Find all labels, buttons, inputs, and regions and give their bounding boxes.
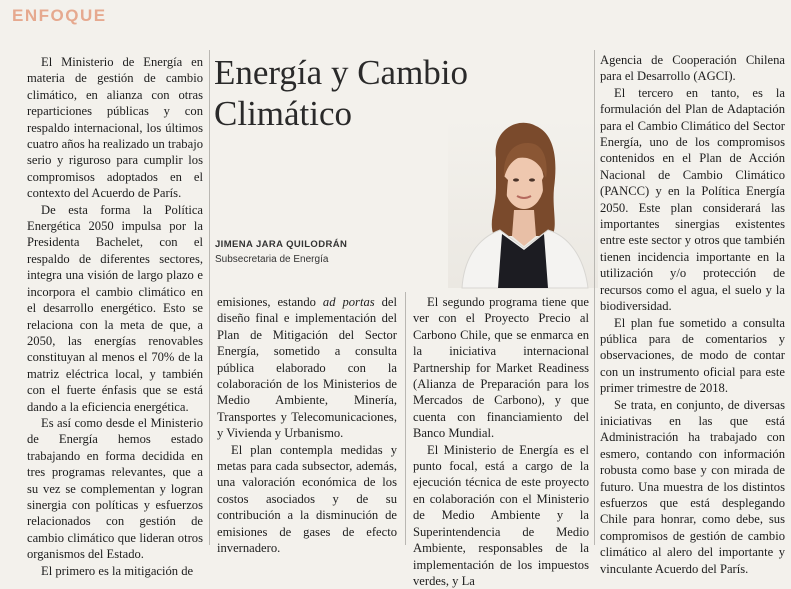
article-headline: Energía y Cambio Climático (214, 53, 469, 133)
byline (215, 239, 347, 265)
column-divider (209, 50, 210, 545)
section-label: ENFOQUE (12, 6, 107, 25)
text-run: emisiones, estando (217, 295, 323, 309)
author-role: Subsecretaria de Energía (215, 254, 329, 265)
paragraph: Es así como desde el Ministerio de Energía hemos estado trabajando en forma decidida en tres programas relevantes, que a su vez se complementan y logran sinergia con políticas y esfuerzos relacionados con gestión de cambio climático que lideran otros organismos del Estado. (27, 415, 203, 562)
paragraph: El tercero en tanto, es la formulación del Plan de Adaptación para el Cambio Climático del Sector Energía, uno de los compromisos contenidos en el Plan de Acción Nacional de Cambio Climático (PANCC) y en la Política Energía 2050. Este plan considerará las importantes sinergias existentes entre este sector y otros que también tienen incidencia importante en la utilización y/o protección de recursos como el agua, el suelo y la biodiversidad. (600, 85, 785, 314)
article-column-4 (600, 52, 785, 576)
paragraph: Se trata, en conjunto, de diversas iniciativas en las que está Administración ha trabajado con esmero, contando con información robusta como base y con mirada de futuro. Una muestra de los distintos esfuerzos que está desplegando Chile para honrar, como debe, sus compromisos de gestión de cambio climático al alero del importante y vinculante Acuerdo del París. (600, 397, 785, 576)
paragraph: El segundo programa tiene que ver con el Proyecto Precio al Carbono Chile, que se enmarca en la iniciativa internacional Partnership for Market Readiness (Alianza de Preparación para los Mercados de Carbono), y que cuenta con financiamiento del Banco Mundial. (413, 295, 589, 441)
article-column-2 (217, 294, 397, 556)
author-name: JIMENA JARA QUILODRÁN (215, 239, 348, 250)
text-run: del diseño final e implementación del Plan de Mitigación del Sector Energía, sometido a consulta pública elaborado con la colaboración de los Ministerios de Medio Ambiente, Minería, Transportes y Telecomunicaciones, y Vivienda y Urbanismo. (217, 295, 397, 441)
author-portrait (448, 118, 598, 288)
paragraph: De esta forma la Política Energética 2050 impulsa por la Presidenta Bachelet, con el respaldo de diferentes sectores, integra una visión de largo plazo e incorpora el cambio climático en el desarrollo energético. Esto se relaciona con la meta de que, a 2050, las energías renovables constituyan al menos el 70% de la matriz eléctrica local, y también con el fuerte énfasis que se está dando a la eficiencia energética. (27, 202, 203, 414)
paragraph: Agencia de Cooperación Chilena para el Desarrollo (AGCI). (600, 53, 785, 84)
paragraph: El Ministerio de Energía es el punto focal, está a cargo de la ejecución técnica de este proyecto en colaboración con el Ministerio de Medio Ambiente y la Superintendencia de Medio Ambiente, responsables de la implementación de los impuestos verdes, y La (413, 442, 589, 588)
paragraph: El Ministerio de Energía en materia de gestión de cambio climático, en alianza con otras reparticiones públicas y con respaldo internacional, los últimos cuatro años ha realizado un trabajo serio y riguroso para cumplir los compromisos adoptados en el contexto del Acuerdo de París. (27, 55, 203, 201)
paragraph: El plan fue sometido a consulta pública para de comentarios y observaciones, de modo de contar con un instrumento oficial para este primer trimestre de 2018. (600, 315, 785, 396)
paragraph (217, 294, 397, 442)
paragraph: El primero es la mitigación de (41, 563, 194, 578)
italic-phrase: ad portas (322, 295, 375, 309)
paragraph: El plan contempla medidas y metas para cada subsector, además, una valoración económica de los costos asociados y de su contribución a la disminución de emisiones de gases de efecto invernadero. (217, 442, 397, 556)
column-divider (405, 292, 406, 545)
article-column-1 (27, 54, 203, 578)
article-column-3 (413, 294, 589, 588)
column-divider (594, 50, 595, 545)
